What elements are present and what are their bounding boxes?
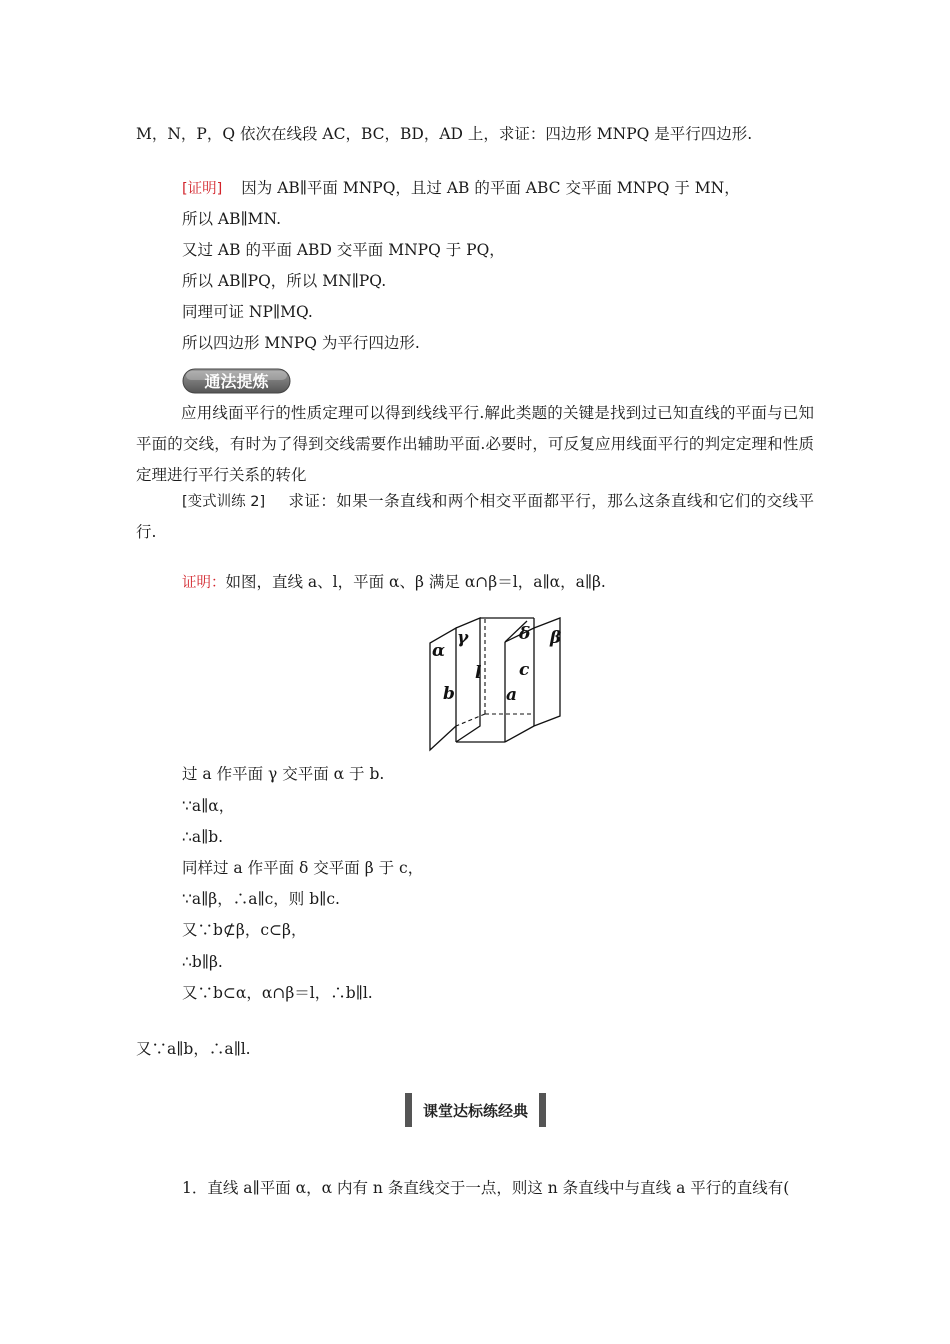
proof-1-first-line	[182, 178, 740, 199]
figure-label-delta: δ	[519, 624, 531, 644]
variant-text: 求证：如果一条直线和两个相交平面都平行，那么这条直线和它们的交线平行.	[136, 492, 814, 541]
proof-2-line: ∴a∥b.	[182, 828, 224, 846]
section-heading	[405, 1093, 546, 1127]
figure-label-gamma: γ	[457, 628, 469, 648]
proof-1-line: 同理可证 NP∥MQ.	[182, 303, 313, 321]
proof-2-line: 又∵b⊂α，α∩β＝l，∴b∥l.	[182, 984, 373, 1002]
proof-2-label: 证明：	[182, 575, 226, 591]
section-heading-title: 课堂达标练经典	[422, 1102, 528, 1120]
figure-label-a: a	[506, 685, 518, 705]
figure-label-alpha: α	[432, 641, 446, 661]
section-heading-bar-right	[539, 1093, 546, 1127]
proof-2-intro: 如图，直线 a、l，平面 α、β 满足 α∩β＝l，a∥α，a∥β.	[225, 573, 606, 591]
method-summary: 应用线面平行的性质定理可以得到线线平行.解此类题的关键是找到过已知直线的平面与已知平面的交线，有时为了得到交线需要作出辅助平面.必要时，可反复应用线面平行的判定定理和性质定理进行平行关系的转化	[136, 404, 814, 484]
figure-label-c: c	[519, 660, 530, 680]
proof-1-line: 因为 AB∥平面 MNPQ，且过 AB 的平面 ABC 交平面 MNPQ 于 MN，	[241, 179, 740, 197]
proof-2-line: 又∵b⊄β，c⊂β，	[182, 921, 307, 939]
proof-2-line: ∵a∥β，∴a∥c，则 b∥c.	[182, 890, 340, 908]
proof-2-line: 过 a 作平面 γ 交平面 α 于 b.	[182, 765, 385, 783]
method-summary-badge	[182, 367, 291, 395]
proof-1-line: 所以 AB∥PQ，所以 MN∥PQ.	[182, 272, 387, 290]
variant-text-block	[136, 486, 814, 548]
figure-label-beta: β	[550, 628, 562, 648]
proof-2-line: 同样过 a 作平面 δ 交平面 β 于 c，	[182, 859, 424, 877]
proof-2-intro-line	[182, 572, 606, 593]
figure-label-l: l	[475, 663, 482, 683]
proof-1-line: 所以 AB∥MN.	[182, 210, 282, 228]
question-1: 1．直线 a∥平面 α，α 内有 n 条直线交于一点，则这 n 条直线中与直线 a 平行的直线有(	[182, 1179, 790, 1197]
planes-figure	[415, 609, 580, 755]
section-heading-bar-left	[405, 1093, 412, 1127]
proof-2-line: ∵a∥α，	[182, 797, 235, 815]
proof-2-line: ∴b∥β.	[182, 953, 223, 971]
proof-1-label: [证明]	[182, 181, 223, 197]
variant-label: [变式训练 2]	[182, 494, 266, 510]
proof-1-line: 又过 AB 的平面 ABD 交平面 MNPQ 于 PQ，	[182, 241, 505, 259]
figure-label-b: b	[443, 684, 455, 704]
proof-1-line: 所以四边形 MNPQ 为平行四边形.	[182, 334, 420, 352]
badge-label: 通法提炼	[204, 372, 269, 391]
problem-statement-tail: M，N，P，Q 依次在线段 AC，BC，BD，AD 上，求证：四边形 MNPQ 是平行四边形.	[136, 125, 753, 143]
proof-2-conclusion: 又∵a∥b，∴a∥l.	[136, 1040, 251, 1058]
